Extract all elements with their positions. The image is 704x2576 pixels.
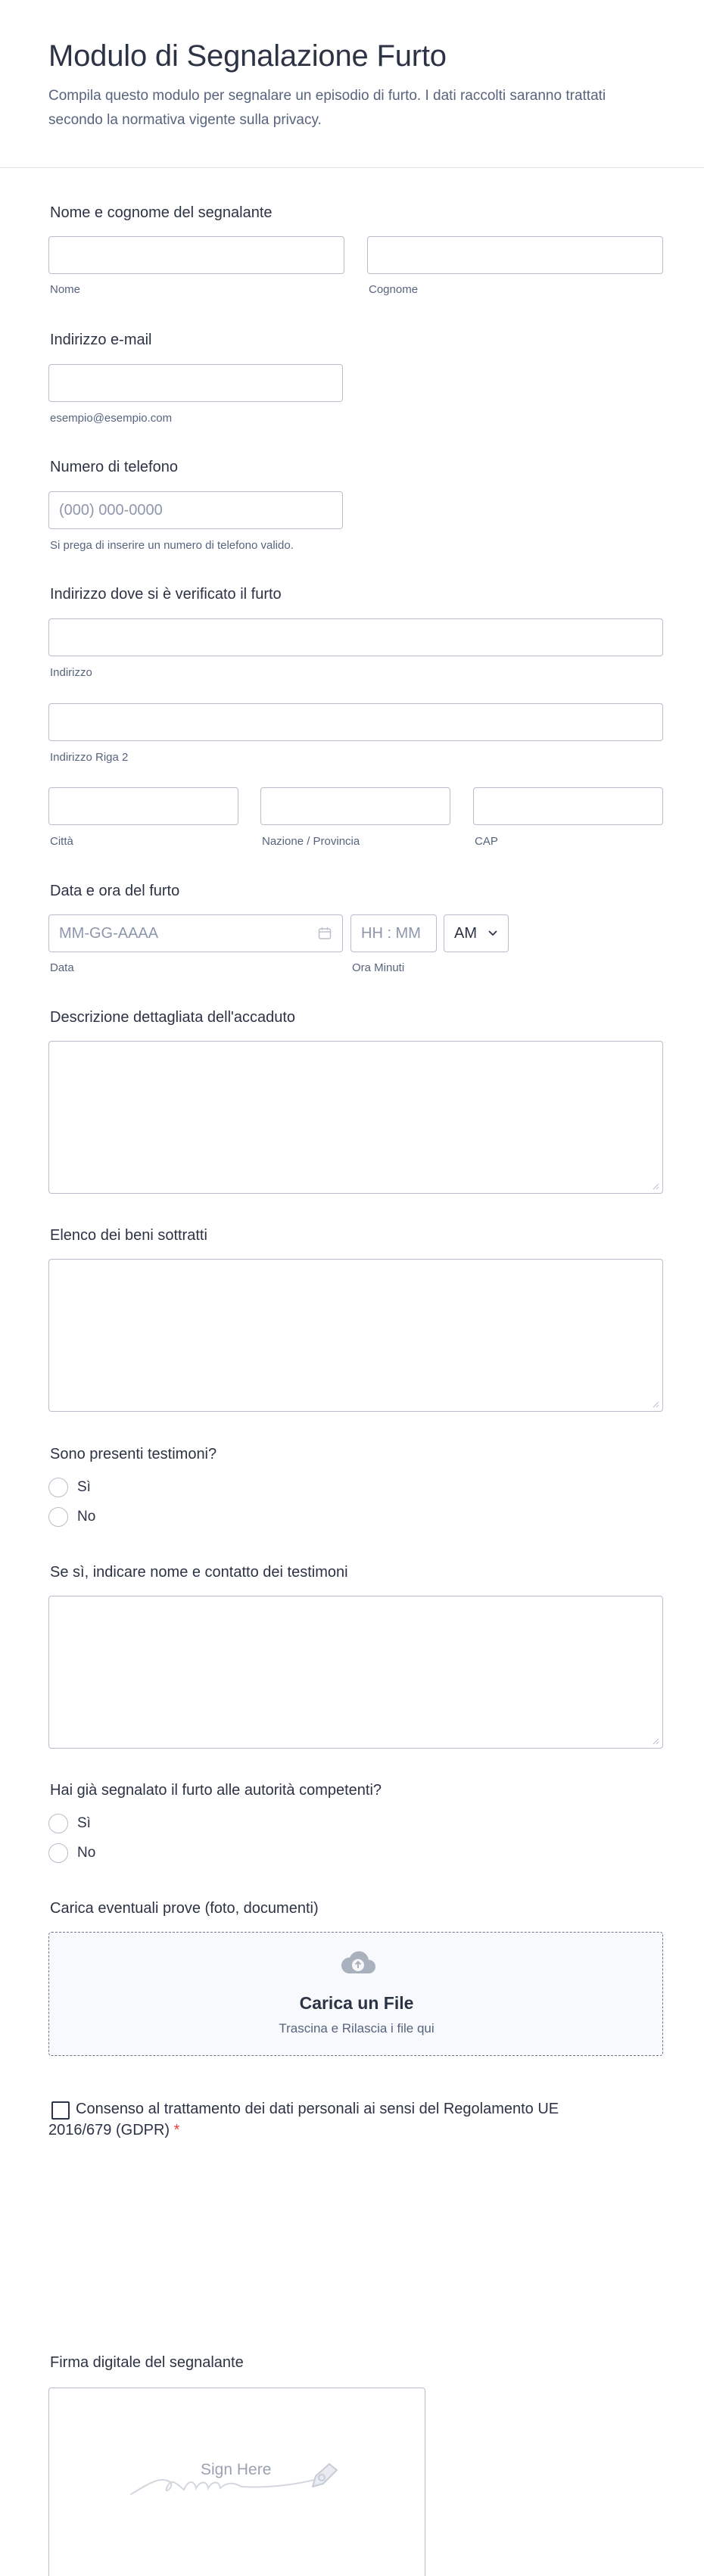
witnesses-option-yes[interactable] [48, 1476, 91, 1499]
last-name-sublabel: Cognome [369, 283, 419, 296]
address-label: Indirizzo dove si è verificato il furto [50, 586, 282, 603]
authorities-option-no[interactable] [48, 1842, 95, 1864]
zip-input[interactable] [473, 787, 663, 825]
required-mark: * [173, 2122, 180, 2138]
radio-label: No [77, 1509, 96, 1525]
upload-section [48, 1900, 663, 2059]
witness-details-section [48, 1564, 663, 1752]
address-line2-input[interactable] [48, 703, 663, 741]
consent-text: Consenso al trattamento dei dati personali ai sensi del Regolamento UE 2016/679 (GDPR) [48, 2101, 559, 2138]
radio-button[interactable] [48, 1814, 68, 1833]
date-sublabel: Data [50, 961, 74, 974]
phone-input[interactable] [48, 491, 343, 529]
authorities-section [48, 1782, 663, 1871]
time-input[interactable] [350, 914, 437, 952]
items-textarea[interactable] [48, 1259, 663, 1412]
page-title: Modulo di Segnalazione Furto [48, 39, 447, 73]
email-sublabel: esempio@esempio.com [50, 412, 173, 425]
calendar-icon[interactable] [318, 927, 332, 940]
authorities-option-yes[interactable] [48, 1812, 91, 1835]
address-line1-input[interactable] [48, 618, 663, 656]
consent-section [48, 2098, 663, 2144]
address-line2-sublabel: Indirizzo Riga 2 [50, 751, 129, 764]
items-section [48, 1227, 663, 1415]
chevron-down-icon [488, 930, 497, 936]
description-section [48, 1009, 663, 1197]
signature-placeholder: Sign Here [201, 2461, 272, 2478]
datetime-section [48, 883, 663, 981]
name-section [48, 204, 663, 303]
resize-handle-icon[interactable] [652, 1737, 659, 1745]
ampm-select[interactable] [444, 914, 509, 952]
first-name-sublabel: Nome [50, 283, 81, 296]
date-placeholder: MM-GG-AAAA [59, 925, 159, 942]
radio-label: Sì [77, 1815, 91, 1831]
state-sublabel: Nazione / Provincia [262, 835, 360, 848]
address-section [48, 586, 663, 851]
signature-section [48, 2354, 663, 2576]
phone-placeholder: (000) 000-0000 [59, 502, 163, 519]
radio-button[interactable] [48, 1478, 68, 1497]
witness-details-label: Se sì, indicare nome e contatto dei testimoni [50, 1564, 348, 1581]
upload-label: Carica eventuali prove (foto, documenti) [50, 1900, 319, 1917]
resize-handle-icon[interactable] [652, 1182, 659, 1190]
email-label: Indirizzo e-mail [50, 332, 152, 348]
witnesses-option-no[interactable] [48, 1506, 95, 1528]
state-input[interactable] [260, 787, 450, 825]
last-name-input[interactable] [367, 236, 663, 274]
first-name-input[interactable] [48, 236, 344, 274]
items-label: Elenco dei beni sottratti [50, 1227, 207, 1244]
city-input[interactable] [48, 787, 238, 825]
email-section [48, 332, 663, 430]
datetime-label: Data e ora del furto [50, 883, 180, 899]
description-textarea[interactable] [48, 1041, 663, 1194]
form-header [0, 0, 704, 168]
file-upload-dropzone[interactable] [48, 1932, 663, 2056]
zip-sublabel: CAP [475, 835, 498, 848]
name-label: Nome e cognome del segnalante [50, 204, 273, 221]
resize-handle-icon[interactable] [652, 1400, 659, 1408]
witnesses-label: Sono presenti testimoni? [50, 1446, 217, 1462]
witness-details-textarea[interactable] [48, 1596, 663, 1749]
address-line1-sublabel: Indirizzo [50, 666, 92, 679]
email-input[interactable] [48, 364, 343, 402]
radio-button[interactable] [48, 1507, 68, 1527]
date-input[interactable] [48, 914, 343, 952]
cloud-upload-icon [340, 1949, 376, 1975]
upload-title: Carica un File [299, 1993, 414, 2013]
witnesses-section [48, 1446, 663, 1535]
phone-sublabel: Si prega di inserire un numero di telefono valido. [50, 539, 294, 552]
time-sublabel: Ora Minuti [352, 961, 405, 974]
page-subtitle: Compila questo modulo per segnalare un episodio di furto. I dati raccolti saranno trattati secondo la normativa vigente sulla privacy. [48, 88, 606, 128]
pen-icon [308, 2459, 340, 2491]
city-sublabel: Città [50, 835, 73, 848]
radio-label: No [77, 1845, 96, 1861]
signature-label: Firma digitale del segnalante [50, 2354, 244, 2371]
authorities-label: Hai già segnalato il furto alle autorità competenti? [50, 1782, 382, 1799]
phone-label: Numero di telefono [50, 459, 178, 475]
upload-subtitle: Trascina e Rilascia i file qui [279, 2021, 435, 2036]
description-label: Descrizione dettagliata dell'accaduto [50, 1009, 296, 1026]
signature-pad[interactable] [48, 2388, 425, 2576]
phone-section [48, 459, 663, 557]
time-placeholder: HH : MM [361, 925, 421, 942]
radio-label: Sì [77, 1479, 91, 1495]
ampm-value: AM [454, 925, 477, 942]
consent-label [48, 2098, 624, 2141]
radio-button[interactable] [48, 1843, 68, 1863]
